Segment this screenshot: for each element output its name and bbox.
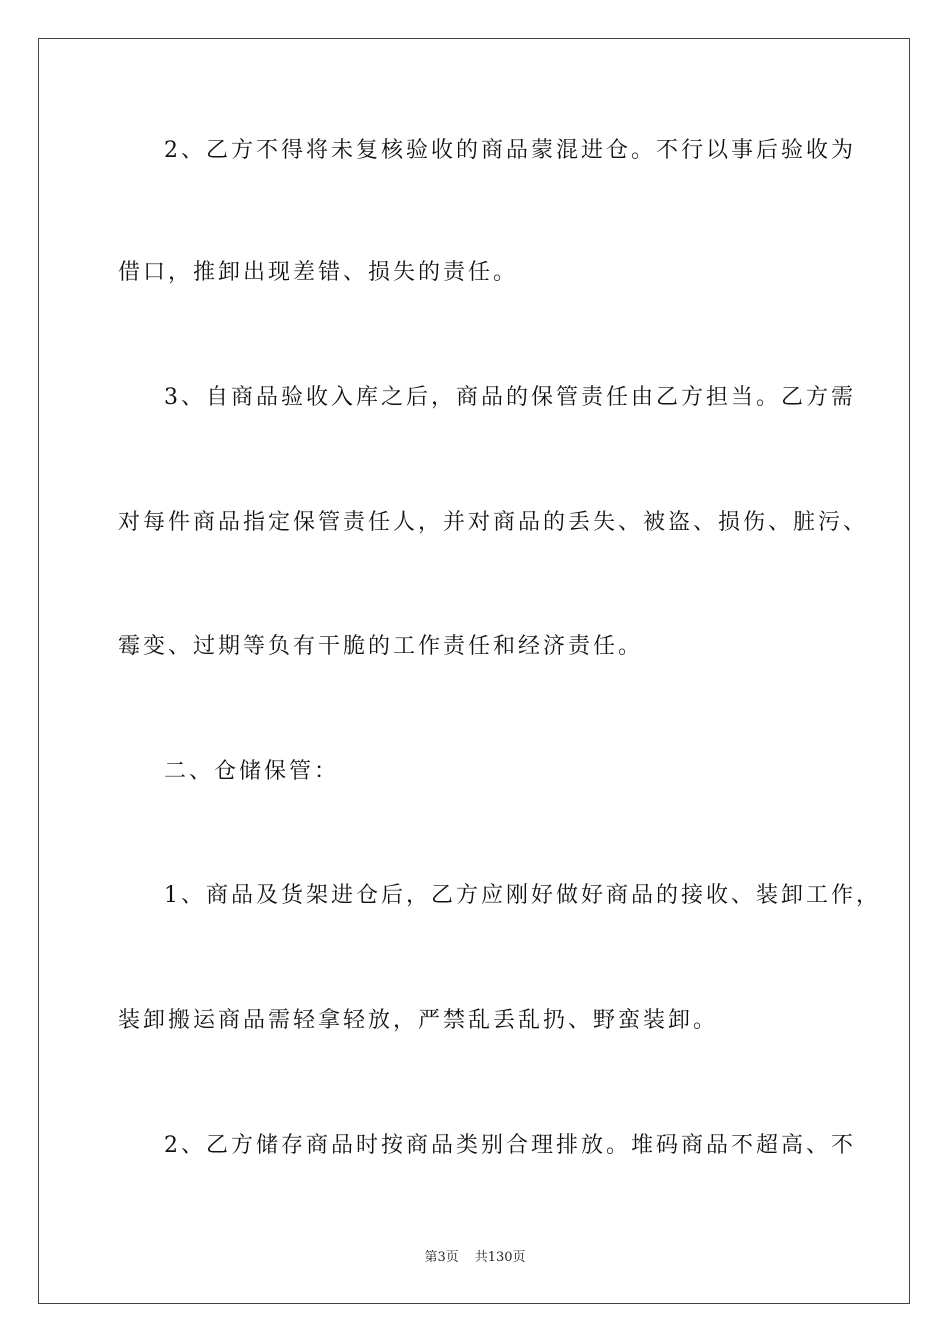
paragraph-line: 1、商品及货架进仓后，乙方应刚好做好商品的接收、装卸工作， (164, 883, 881, 908)
paragraph-line: 对每件商品指定保管责任人，并对商品的丢失、被盗、损伤、脏污、 (118, 510, 869, 535)
page-total: 共130页 (474, 1250, 526, 1265)
page-number: 第3页 (424, 1250, 459, 1265)
paragraph-line: 借口，推卸出现差错、损失的责任。 (118, 260, 519, 285)
page-footer (0, 1246, 950, 1265)
paragraph-line: 装卸搬运商品需轻拿轻放，严禁乱丢乱扔、野蛮装卸。 (118, 1008, 719, 1033)
page-border (38, 38, 910, 1304)
paragraph-line: 2、乙方储存商品时按商品类别合理排放。堆码商品不超高、不 (164, 1133, 856, 1158)
paragraph-line: 3、自商品验收入库之后，商品的保管责任由乙方担当。乙方需 (164, 385, 856, 410)
paragraph-line: 2、乙方不得将未复核验收的商品蒙混进仓。不行以事后验收为 (164, 138, 856, 163)
paragraph-line: 霉变、过期等负有干脆的工作责任和经济责任。 (118, 634, 644, 659)
section-heading: 二、仓储保管： (164, 759, 340, 784)
